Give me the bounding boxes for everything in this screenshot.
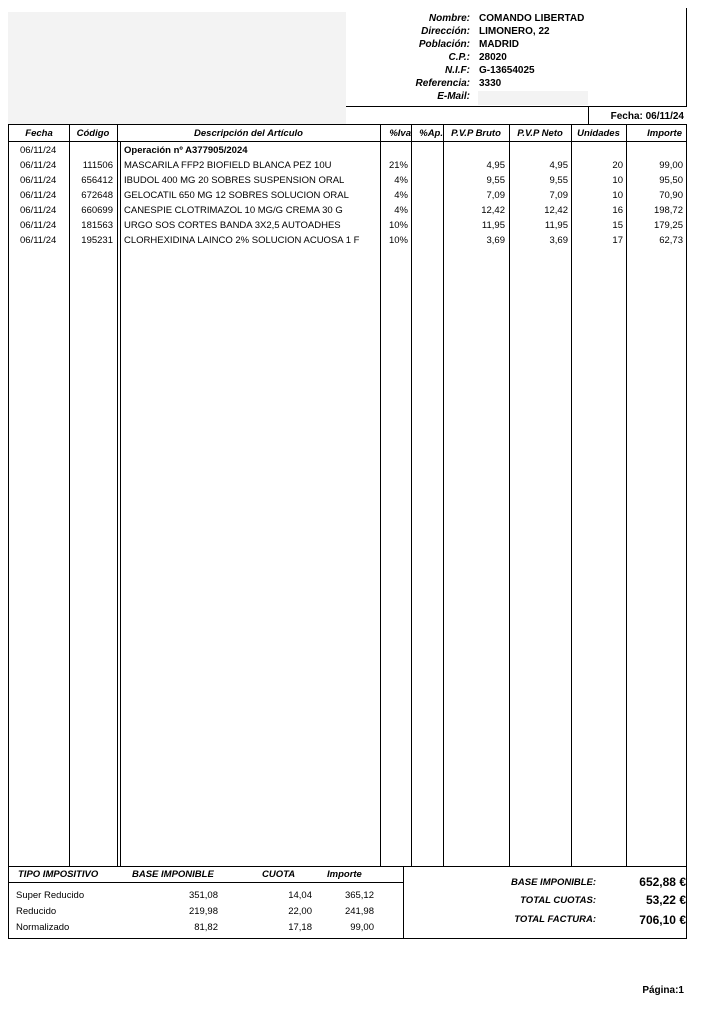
cell-codigo: 181563 — [81, 220, 113, 231]
cell-importe: 179,25 — [653, 220, 683, 231]
page-number: Página:1 — [642, 985, 684, 996]
cell-unidades: 20 — [612, 160, 623, 171]
cell-neto: 7,09 — [549, 190, 568, 201]
cell-codigo: 111506 — [82, 160, 113, 171]
cell-codigo: 660699 — [81, 205, 113, 216]
operation-number: Operación nº A377905/2024 — [124, 145, 248, 156]
customer-field-value: G-13654025 — [479, 65, 535, 76]
customer-field-label: Dirección: — [421, 26, 470, 37]
total-base-label: BASE IMPONIBLE: — [511, 877, 596, 888]
cell-codigo: 656412 — [81, 175, 113, 186]
customer-field-label: Nombre: — [428, 13, 470, 24]
col-header-pvp-neto: P.V.P Neto — [517, 128, 563, 139]
cell-unidades: 15 — [612, 220, 623, 231]
tax-cell-importe: 365,12 — [344, 890, 374, 901]
cell-bruto: 7,09 — [486, 190, 505, 201]
tax-cell-base: 81,82 — [194, 922, 218, 933]
tax-header-base: BASE IMPONIBLE — [132, 869, 214, 880]
cell-importe: 62,73 — [659, 235, 683, 246]
cell-neto: 9,55 — [549, 175, 568, 186]
cell-desc: CLORHEXIDINA LAINCO 2% SOLUCION ACUOSA 1 F — [124, 235, 360, 246]
col-header-unidades: Unidades — [577, 128, 620, 139]
col-header-descripcion: Descripción del Artículo — [194, 128, 303, 139]
customer-field-label: N.I.F: — [445, 65, 470, 76]
cell-bruto: 12,42 — [481, 205, 505, 216]
cell-bruto: 11,95 — [481, 220, 505, 231]
cell-desc: CANESPIE CLOTRIMAZOL 10 MG/G CREMA 30 G — [124, 205, 343, 216]
cell-fecha: 06/11/24 — [20, 205, 57, 216]
total-base-value: 652,88 € — [639, 875, 686, 889]
total-factura-value: 706,10 € — [639, 913, 686, 927]
tax-cell-base: 219,98 — [188, 906, 218, 917]
cell-fecha: 06/11/24 — [20, 235, 57, 246]
tax-header-tipo: TIPO IMPOSITIVO — [18, 869, 99, 880]
total-factura-label: TOTAL FACTURA: — [514, 914, 596, 925]
cell-iva: 4% — [394, 190, 408, 201]
cell-neto: 12,42 — [544, 205, 568, 216]
col-header-ap: %Ap. — [419, 128, 443, 139]
col-header-codigo: Código — [76, 128, 110, 139]
operation-date: 06/11/24 — [20, 145, 57, 156]
tax-cell-cuota: 14,04 — [288, 890, 312, 901]
cell-bruto: 3,69 — [486, 235, 505, 246]
redacted-company-block — [8, 12, 346, 124]
cell-codigo: 672648 — [81, 190, 113, 201]
cell-fecha: 06/11/24 — [20, 160, 57, 171]
cell-codigo: 195231 — [81, 235, 113, 246]
customer-field-label: Población: — [418, 39, 470, 50]
customer-field-value: MADRID — [479, 39, 519, 50]
cell-unidades: 10 — [612, 175, 623, 186]
cell-desc: IBUDOL 400 MG 20 SOBRES SUSPENSION ORAL — [124, 175, 345, 186]
cell-iva: 4% — [394, 205, 408, 216]
customer-field-label: E-Mail: — [437, 91, 470, 102]
tax-cell-cuota: 22,00 — [288, 906, 312, 917]
cell-unidades: 16 — [612, 205, 623, 216]
tax-cell-importe: 241,98 — [344, 906, 374, 917]
tax-cell-base: 351,08 — [188, 890, 218, 901]
cell-importe: 99,00 — [659, 160, 683, 171]
tax-cell-cuota: 17,18 — [288, 922, 312, 933]
customer-field-value: LIMONERO, 22 — [479, 26, 550, 37]
total-cuotas-label: TOTAL CUOTAS: — [520, 895, 596, 906]
invoice-date: Fecha: 06/11/24 — [610, 111, 684, 122]
col-header-importe: Importe — [647, 128, 682, 139]
cell-iva: 4% — [394, 175, 408, 186]
cell-unidades: 17 — [612, 235, 623, 246]
cell-fecha: 06/11/24 — [20, 175, 57, 186]
cell-iva: 10% — [388, 220, 408, 231]
customer-field-value: 3330 — [479, 78, 502, 89]
customer-field-label: C.P.: — [448, 52, 470, 63]
cell-bruto: 9,55 — [486, 175, 505, 186]
cell-bruto: 4,95 — [486, 160, 505, 171]
cell-importe: 95,50 — [659, 175, 683, 186]
cell-importe: 198,72 — [653, 205, 683, 216]
tax-cell-importe: 99,00 — [350, 922, 374, 933]
col-header-pvp-bruto: P.V.P Bruto — [451, 128, 501, 139]
customer-field-value: COMANDO LIBERTAD — [479, 13, 585, 24]
tax-cell-tipo: Normalizado — [16, 922, 70, 933]
tax-cell-tipo: Super Reducido — [16, 890, 85, 901]
total-cuotas-value: 53,22 € — [645, 893, 686, 907]
customer-field-value: 28020 — [479, 52, 507, 63]
cell-desc: URGO SOS CORTES BANDA 3X2,5 AUTOADHES — [124, 220, 341, 231]
customer-field-label: Referencia: — [415, 78, 470, 89]
tax-header-importe: Importe — [327, 869, 362, 880]
cell-iva: 10% — [388, 235, 408, 246]
redacted-email — [478, 91, 588, 105]
cell-fecha: 06/11/24 — [20, 220, 57, 231]
tax-header-cuota: CUOTA — [262, 869, 296, 880]
cell-neto: 4,95 — [549, 160, 568, 171]
col-header-fecha: Fecha — [25, 128, 53, 139]
cell-importe: 70,90 — [659, 190, 683, 201]
cell-fecha: 06/11/24 — [20, 190, 57, 201]
tax-cell-tipo: Reducido — [16, 906, 57, 917]
cell-neto: 3,69 — [549, 235, 568, 246]
cell-iva: 21% — [388, 160, 408, 171]
cell-neto: 11,95 — [544, 220, 568, 231]
col-header-iva: %Iva — [389, 128, 411, 139]
cell-desc: MASCARILA FFP2 BIOFIELD BLANCA PEZ 10U — [124, 160, 332, 171]
cell-desc: GELOCATIL 650 MG 12 SOBRES SOLUCION ORAL — [124, 190, 349, 201]
cell-unidades: 10 — [612, 190, 623, 201]
